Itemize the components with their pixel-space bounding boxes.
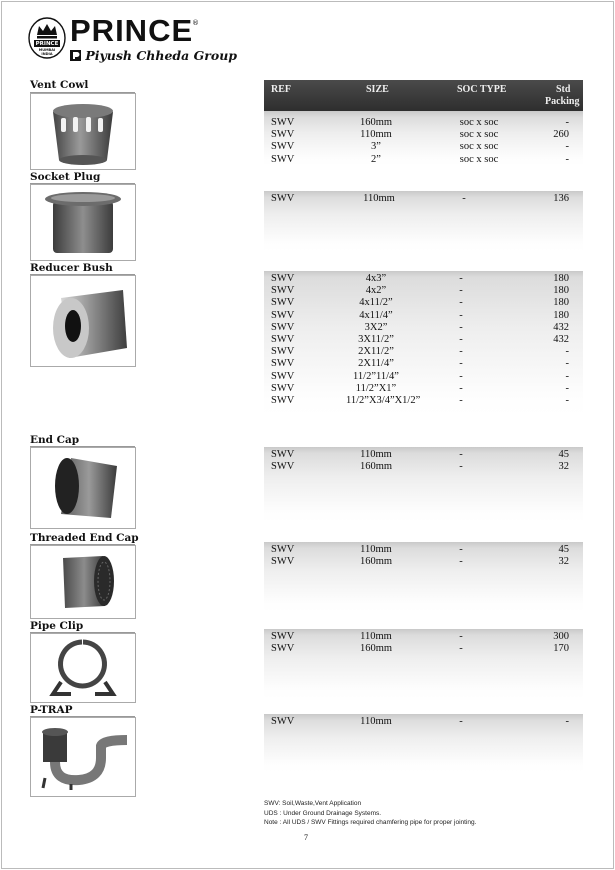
brand-name: PRINCE [70,13,194,48]
packing-cell: - [565,117,569,128]
packing-cell: 180 [553,273,569,284]
size-cell: 110mm [360,716,392,727]
table-header [264,80,583,111]
reducer-bush-icon [30,275,136,367]
table-row [264,395,583,407]
packing-cell: 45 [558,449,569,460]
soc-type-cell: - [459,285,463,297]
packing-cell: - [565,358,569,370]
table-block-p-trap [264,714,583,772]
packing-cell: 32 [558,556,569,568]
header-ref: REF [271,84,291,95]
table-row [264,141,583,153]
ref-cell: SWV [271,346,295,358]
soc-type-cell: soc x soc [459,129,499,141]
product-title-threaded-end-cap: Threaded End Cap [30,532,139,544]
soc-type-cell: soc x soc [459,117,499,128]
crest-sub: MUMBAI [38,48,56,52]
product-title-end-cap: End Cap [30,434,80,446]
size-cell: 110mm [360,129,392,141]
ref-cell: SWV [271,321,295,333]
product-title-socket-plug: Socket Plug [30,171,101,183]
packing-cell: 180 [553,285,569,297]
table-row [264,334,583,346]
soc-type-cell: - [459,273,463,284]
size-cell: 11/2”X1” [355,382,397,394]
ref-cell: SWV [271,358,295,370]
table-block-vent-cowl [264,111,583,166]
table-block-threaded-end-cap [264,542,583,612]
packing-cell: - [565,370,569,382]
group-name: Piyush Chheda Group [85,48,238,63]
soc-type-cell: - [459,461,463,473]
packing-cell: - [565,395,569,406]
packing-cell: - [565,153,569,165]
soc-type-cell: - [459,321,463,333]
table-block-reducer-bush [264,271,583,415]
ref-cell: SWV [271,273,295,284]
table-row [264,544,583,556]
brand-group [70,48,237,63]
table-row [264,383,583,395]
size-cell: 2” [371,153,381,165]
size-cell: 4x3” [365,273,387,284]
soc-type-cell: - [459,449,463,460]
pipe-clip-icon [30,633,136,703]
ref-cell: SWV [271,461,295,473]
table-row [264,297,583,309]
ref-cell: SWV [271,643,295,655]
table-block-end-cap [264,447,583,522]
soc-type-cell: - [459,309,463,321]
header-soc-type: SOC TYPE [457,84,507,95]
ref-cell: SWV [271,193,295,204]
ref-cell: SWV [271,544,295,555]
table-row [264,129,583,141]
soc-type-cell: - [459,556,463,568]
crest-name: PRINCE [35,40,59,47]
table-row [264,117,583,129]
p-trap-icon [30,717,136,797]
packing-cell: 180 [553,297,569,309]
table-row [264,273,583,285]
size-cell: 110mm [360,449,392,460]
packing-cell: 45 [558,544,569,555]
packing-cell: - [565,382,569,394]
size-cell: 160mm [359,643,393,655]
size-cell: 160mm [359,556,393,568]
table-row [264,556,583,568]
ref-cell: SWV [271,395,295,406]
table-row [264,643,583,655]
packing-cell: - [565,716,569,727]
product-title-vent-cowl: Vent Cowl [30,79,89,91]
size-cell: 4x11/4” [359,309,393,321]
footer-note-uds: UDS : Under Ground Drainage Systems. [264,810,382,817]
ref-cell: SWV [271,382,295,394]
table-row [264,285,583,297]
packing-cell: 260 [553,129,569,141]
size-cell: 110mm [363,193,395,204]
table-row [264,371,583,383]
size-cell: 110mm [360,631,392,642]
soc-type-cell: - [459,370,463,382]
packing-cell: 300 [553,631,569,642]
table-row [264,193,583,205]
soc-type-cell: - [459,631,463,642]
size-cell: 3” [371,141,381,153]
soc-type-cell: - [462,193,466,204]
footer-note-swv: SWV: Soil,Waste,Vent Application [264,800,362,807]
soc-type-cell: - [459,382,463,394]
soc-type-cell: - [459,358,463,370]
table-block-socket-plug [264,191,583,251]
ref-cell: SWV [271,716,295,727]
end-cap-icon [30,447,136,529]
footer-note-chamfer: Note : All UDS / SWV Fittings required chamfering pipe for proper jointing. [264,819,477,826]
header-packing-line2: Packing [545,96,580,107]
ref-cell: SWV [271,153,295,165]
packing-cell: - [565,141,569,153]
soc-type-cell: - [459,346,463,358]
packing-cell: 32 [558,461,569,473]
size-cell: 3X11/2” [358,334,394,345]
socket-plug-icon [30,184,136,261]
ref-cell: SWV [271,129,295,141]
table-row [264,310,583,322]
size-cell: 3X2” [364,321,388,333]
packing-cell: 432 [553,334,569,345]
soc-type-cell: - [459,334,463,345]
ref-cell: SWV [271,117,295,128]
product-title-reducer-bush: Reducer Bush [30,262,113,274]
size-cell: 11/2”11/4” [353,370,399,382]
product-title-p-trap: P-TRAP [30,704,73,716]
packing-cell: - [565,346,569,358]
brand-logo [28,13,238,67]
size-cell: 110mm [360,544,392,555]
table-row [264,358,583,370]
page-number: 7 [304,833,308,842]
ref-cell: SWV [271,631,295,642]
soc-type-cell: - [459,544,463,555]
header-packing-line1: Std [556,84,571,95]
table-row [264,346,583,358]
ref-cell: SWV [271,297,295,309]
crown-crest-icon [28,17,66,59]
product-title-pipe-clip: Pipe Clip [30,620,84,632]
size-cell: 4x11/2” [359,297,393,309]
registered-mark: ® [192,19,199,27]
table-row [264,449,583,461]
ref-cell: SWV [271,285,295,297]
ref-cell: SWV [271,309,295,321]
size-cell: 160mm [359,117,393,128]
ref-cell: SWV [271,556,295,568]
group-monogram-icon [70,50,81,61]
header-size: SIZE [366,84,389,95]
table-row [264,631,583,643]
soc-type-cell: - [459,716,463,727]
packing-cell: 180 [553,309,569,321]
size-cell: 11/2”X3/4”X1/2” [346,395,421,406]
soc-type-cell: - [459,643,463,655]
ref-cell: SWV [271,141,295,153]
ref-cell: SWV [271,449,295,460]
table-block-pipe-clip [264,629,583,699]
packing-cell: 136 [553,193,569,204]
soc-type-cell: - [459,395,463,406]
ref-cell: SWV [271,334,295,345]
crest-country: INDIA [41,52,53,56]
soc-type-cell: soc x soc [459,141,499,153]
size-cell: 4x2” [365,285,387,297]
size-cell: 2X11/4” [358,358,394,370]
size-cell: 160mm [359,461,393,473]
vent-cowl-icon [30,93,136,170]
table-row [264,154,583,166]
table-row [264,461,583,473]
soc-type-cell: soc x soc [459,153,499,165]
size-cell: 2X11/2” [358,346,394,358]
threaded-end-cap-icon [30,545,136,619]
packing-cell: 432 [553,321,569,333]
soc-type-cell: - [459,297,463,309]
ref-cell: SWV [271,370,295,382]
packing-cell: 170 [553,643,569,655]
table-row [264,716,583,728]
table-row [264,322,583,334]
